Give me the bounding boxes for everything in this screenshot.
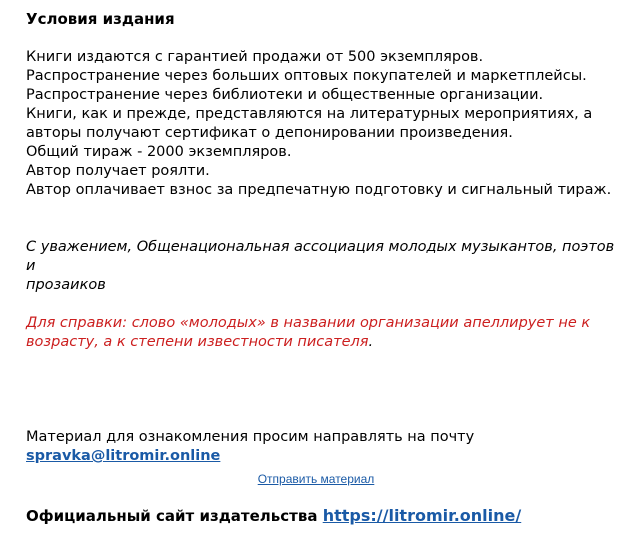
condition-line: Автор оплачивает взнос за предпечатную подготовку и сигнальный тираж. [26, 182, 612, 198]
note-line: Для справки: слово «молодых» в названии организации апеллирует не к [26, 315, 591, 331]
conditions-list [26, 48, 626, 200]
letter-content [26, 10, 626, 525]
send-material-row [26, 472, 606, 487]
condition-line: Книги издаются с гарантией продажи от 500 экземпляров. [26, 49, 484, 65]
official-site-link[interactable]: https://litromir.online/ [322, 506, 522, 525]
send-material-link[interactable]: Отправить материал [257, 472, 375, 486]
official-site-label: Официальный сайт издательства [26, 507, 318, 525]
official-site-row [26, 506, 521, 526]
condition-line: авторы получают сертификат о депонировании произведения. [26, 125, 513, 141]
note-period: . [368, 334, 374, 350]
reference-note [26, 314, 626, 352]
material-text: Материал для ознакомления просим направлять на почту [26, 429, 475, 445]
note-line-text: возрасту, а к степени известности писателя [26, 334, 369, 350]
condition-line: Автор получает роялти. [26, 163, 210, 179]
regards-line: прозаиков [26, 277, 106, 293]
condition-line: Книги, как и прежде, представляются на литературных мероприятиях, а [26, 106, 593, 122]
regards-signature [26, 238, 626, 295]
condition-line: Общий тираж - 2000 экземпляров. [26, 144, 292, 160]
material-instructions [26, 428, 626, 466]
condition-line: Распространение через библиотеки и общественные организации. [26, 87, 544, 103]
email-link[interactable]: spravka@litromir.online [26, 448, 221, 464]
conditions-heading: Условия издания [26, 10, 175, 28]
note-line [26, 333, 626, 352]
condition-line: Распространение через больших оптовых покупателей и маркетплейсы. [26, 68, 587, 84]
regards-line: С уважением, Общенациональная ассоциация молодых музыкантов, поэтов и [26, 239, 615, 274]
